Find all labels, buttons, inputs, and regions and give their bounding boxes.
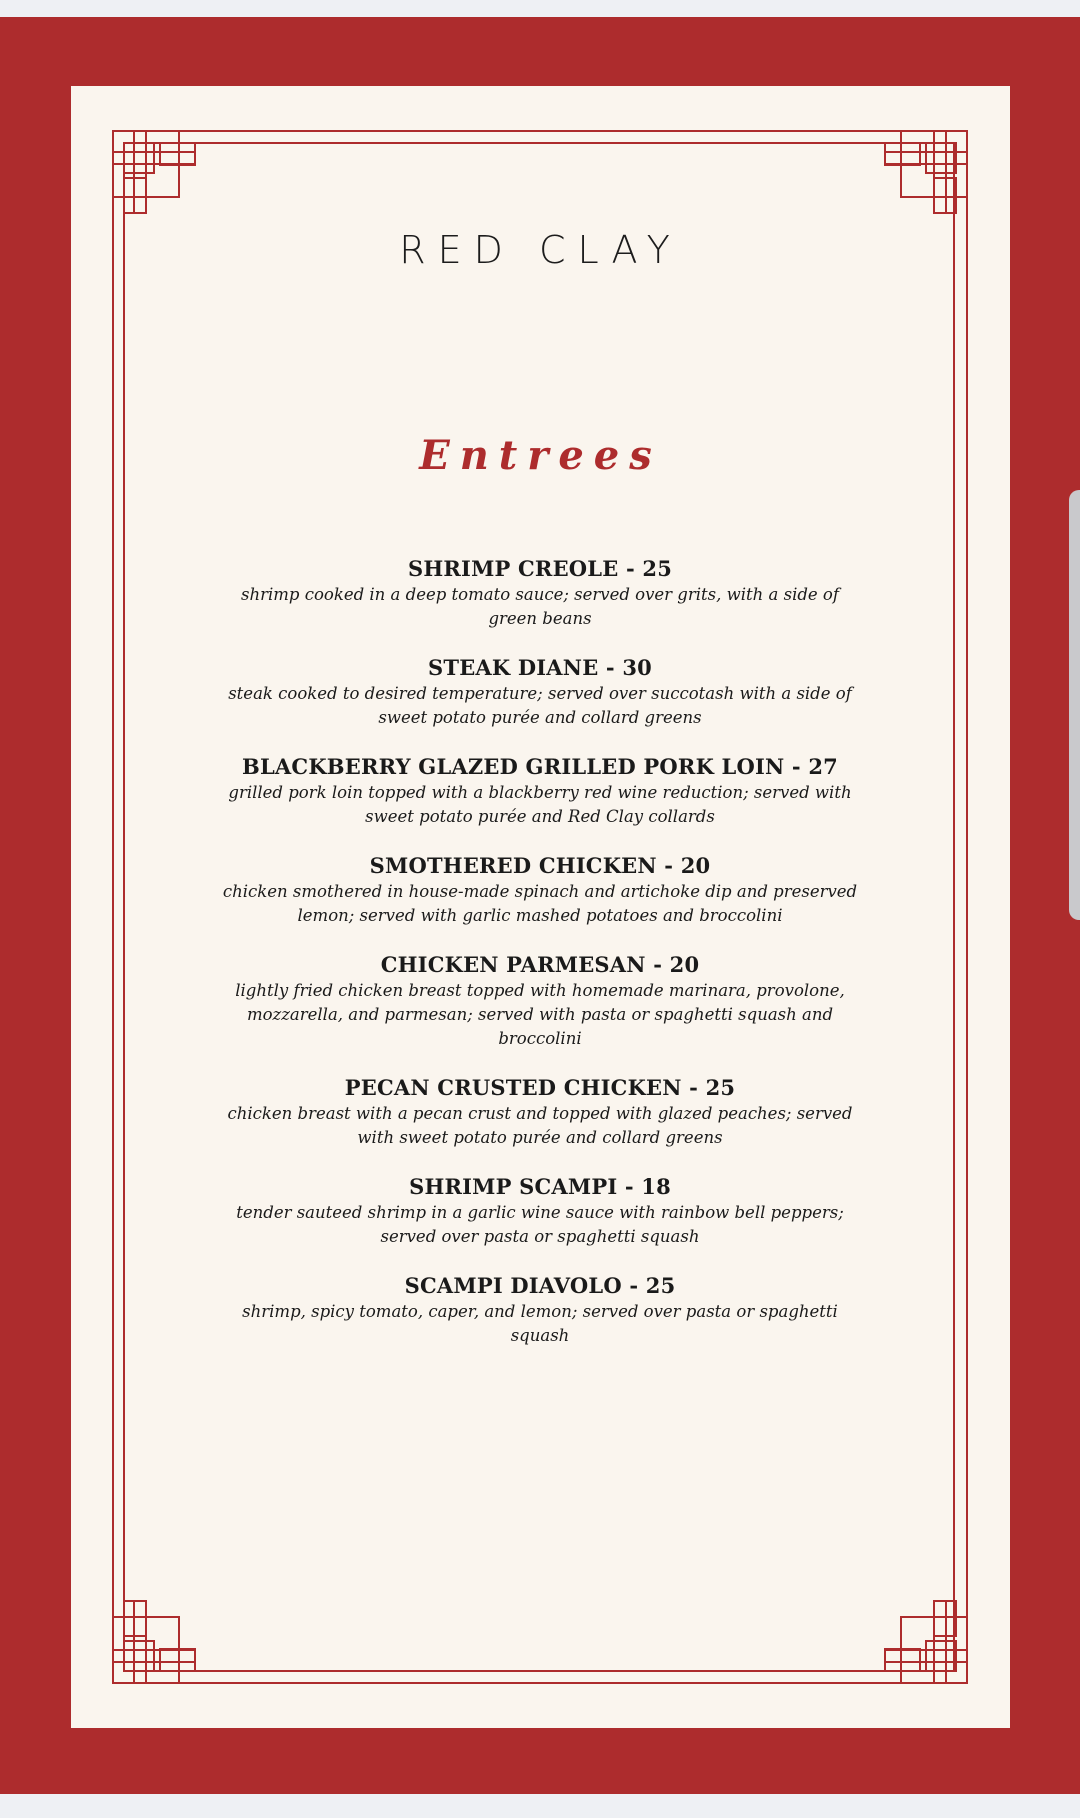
menu-item [210,1272,870,1348]
navigation-strip [0,1794,1080,1818]
menu-item-description: steak cooked to desired temperature; served over succotash with a side of sweet potato purée and collard greens [228,684,852,727]
corner-ornament-top-left [113,131,195,213]
menu-item-name: SHRIMP CREOLE - 25 [407,556,673,581]
menu-item [210,654,870,730]
menu-item-name: PECAN CRUSTED CHICKEN - 25 [344,1075,736,1100]
menu-item-list [210,555,870,1371]
menu-item-description: grilled pork loin topped with a blackberry red wine reduction; served with sweet potato purée and Red Clay collards [228,783,852,826]
menu-item-description: lightly fried chicken breast topped with homemade marinara, provolone, mozzarella, and parmesan; served with pasta or spaghetti squash and broccolini [235,981,845,1048]
menu-item [210,1173,870,1249]
scroll-handle[interactable] [1069,490,1080,920]
menu-item-name: SCAMPI DIAVOLO - 25 [404,1273,676,1298]
menu-item-name: BLACKBERRY GLAZED GRILLED PORK LOIN - 27 [242,754,838,779]
restaurant-name: RED CLAY [399,228,682,272]
menu-item-name: CHICKEN PARMESAN - 20 [380,952,700,977]
menu-item [210,852,870,928]
menu-item-description: shrimp cooked in a deep tomato sauce; served over grits, with a side of green beans [241,585,839,628]
menu-item-description: chicken smothered in house-made spinach and artichoke dip and preserved lemon; served with garlic mashed potatoes and broccolini [222,882,858,925]
menu-item-name: STEAK DIANE - 30 [428,655,652,680]
section-title: Entrees [419,432,662,479]
menu-item-name: SHRIMP SCAMPI - 18 [409,1174,671,1199]
corner-ornament-bottom-left [113,1601,195,1683]
menu-item-description: shrimp, spicy tomato, caper, and lemon; served over pasta or spaghetti squash [242,1302,838,1345]
menu-item [210,753,870,829]
menu-item [210,555,870,631]
menu-item [210,1074,870,1150]
menu-item-description: tender sauteed shrimp in a garlic wine sauce with rainbow bell peppers; served over pasta or spaghetti squash [236,1203,844,1246]
menu-item [210,951,870,1051]
menu-item-name: SMOTHERED CHICKEN - 20 [369,853,711,878]
menu-item-description: chicken breast with a pecan crust and topped with glazed peaches; served with sweet potato purée and collard greens [227,1104,853,1147]
